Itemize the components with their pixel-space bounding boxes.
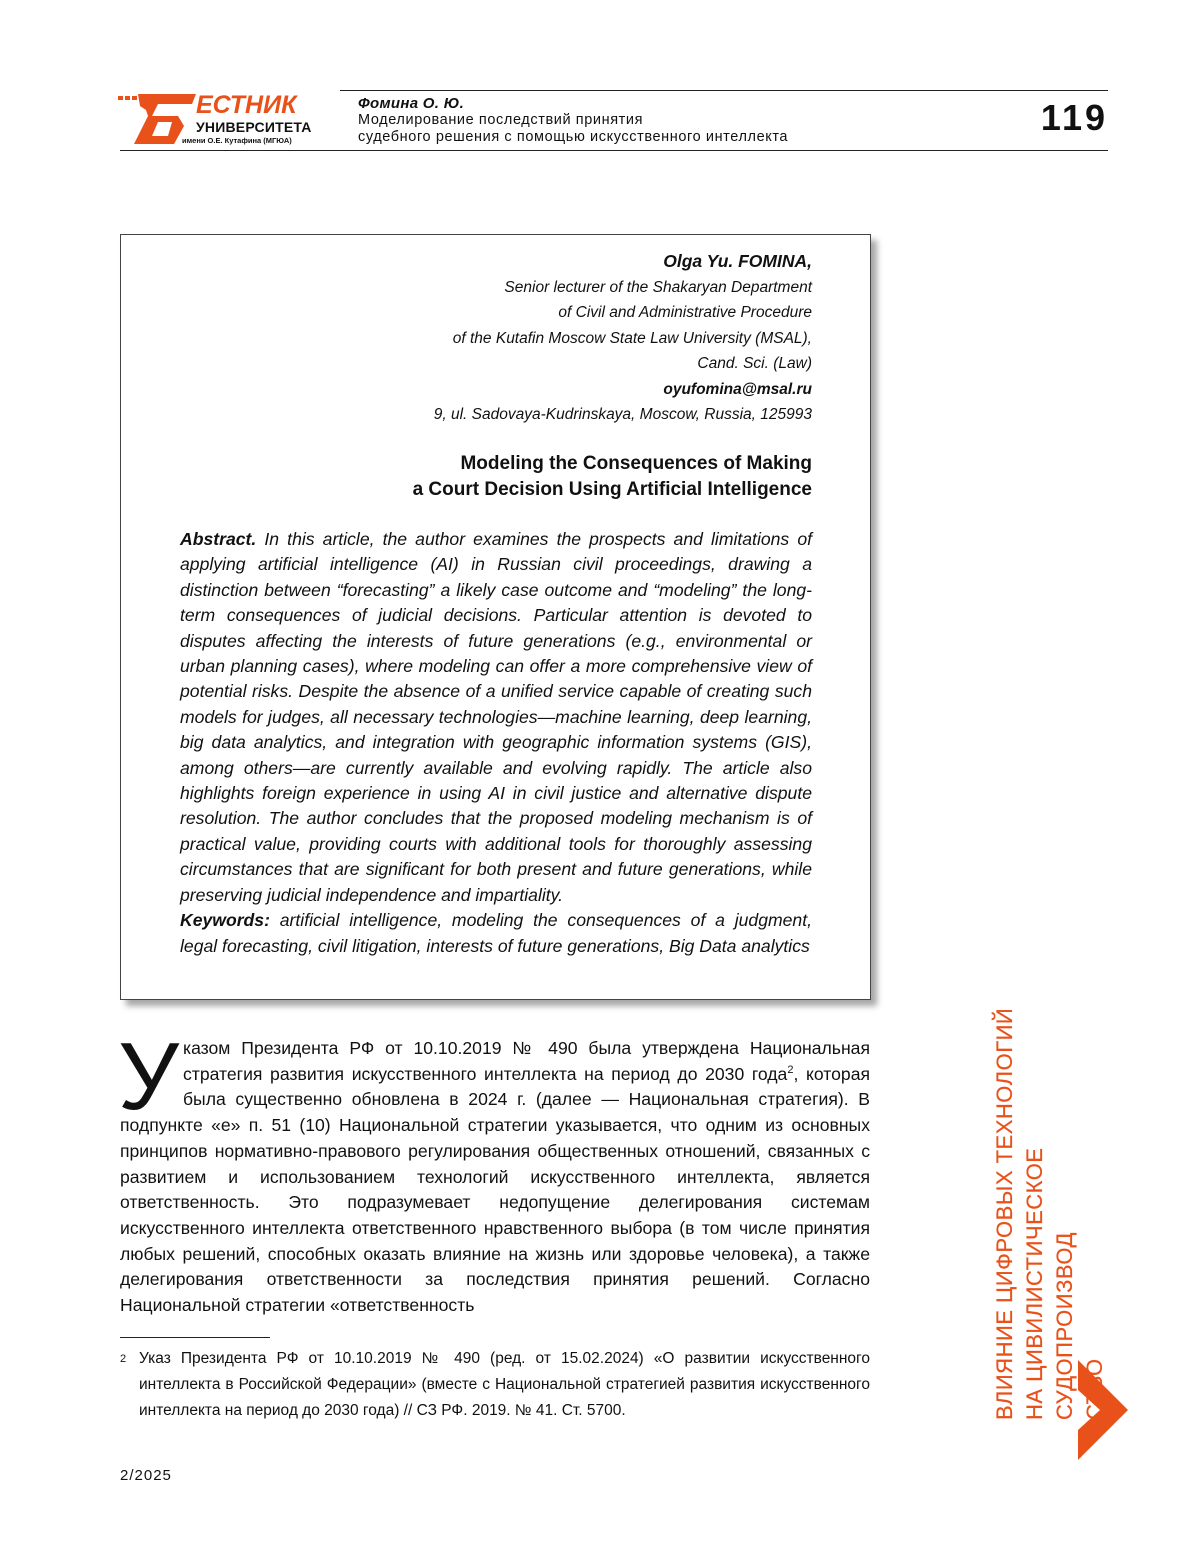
arrow-right-icon	[1070, 1360, 1130, 1460]
body-paragraph	[120, 1036, 870, 1319]
footnote-divider	[120, 1337, 270, 1338]
footnote-mark: 2	[120, 1346, 126, 1372]
keywords-text: artificial intelligence, modeling the consequences of a judg­ment, legal forecasting, civil litigation, interests of future generations, Big Data analytics	[180, 910, 812, 955]
body-text-part: , которая была существенно обновлена в 2024 г. (далее — Национальная стратегия). В подпункте «е» п. 51 (10) Национальной стратегии указывается, что одним из основных принципов нормативно-правового регулирования общественных отношений, связанных с развитием и использованием технологий искусственного интеллекта, является ответственность. Это подразумевает недопущение делегирования системам искусственного интеллекта ответственного нравственного выбора (в том числе принятия любых решений, способных оказать влияние на жизнь или здоровье человека), а также делегирования ответственности за последствия принятия решений. Согласно Национальной стратегии «ответственность	[120, 1064, 870, 1315]
footnote	[120, 1346, 870, 1424]
section-rubric-text: ВЛИЯНИЕ ЦИФРОВЫХ ТЕХНОЛОГИЙ НА ЦИВИЛИСТИЧЕСКОЕ СУДОПРОИЗВОД	[990, 960, 1110, 1420]
logo-university: УНИВЕРСИТЕТА	[196, 120, 312, 135]
drop-cap: У	[118, 1042, 179, 1112]
body-text-part: казом Президента РФ от 10.10.2019 № 490 была утверждена Национальная стратегия развития искусственного интеллекта на период до 2030 года	[183, 1038, 870, 1084]
logo-subtitle: имени О.Е. Кутафина (МГЮА)	[182, 136, 292, 145]
abstract-text	[180, 527, 812, 959]
keywords-label: Keywords:	[180, 910, 270, 930]
page-number: 119	[1041, 98, 1108, 138]
logo-wordmark: ЕСТНИК	[196, 92, 296, 118]
author-degree: Cand. Sci. (Law)	[434, 351, 812, 377]
article-title-line: a Court Decision Using Artificial Intelligence	[413, 477, 812, 503]
author-affiliation-line: of the Kutafin Moscow State Law University (MSAL),	[434, 326, 812, 352]
author-email[interactable]: oyufomina@msal.ru	[434, 377, 812, 403]
author-address: 9, ul. Sadovaya-Kudrinskaya, Moscow, Russia, 125993	[434, 402, 812, 428]
header-rule-top	[340, 90, 1108, 91]
author-affiliation-line: Senior lecturer of the Shakaryan Department	[434, 275, 812, 301]
header-rule-bottom	[120, 150, 1108, 151]
running-head	[358, 95, 978, 146]
author-name: Olga Yu. FOMINA,	[434, 249, 812, 275]
running-head-title: Моделирование последствий принятия судебного решения с помощью искусственного интеллекта	[358, 112, 978, 146]
english-abstract-box	[120, 234, 871, 1000]
running-head-author: Фомина О. Ю.	[358, 95, 978, 112]
section-rubric	[990, 960, 1030, 1420]
footnote-reference[interactable]: 2	[787, 1064, 793, 1076]
issue-number: 2/2025	[120, 1467, 172, 1484]
article-title	[413, 451, 812, 503]
author-affiliation-line: of Civil and Administrative Procedure	[434, 300, 812, 326]
article-title-line: Modeling the Consequences of Making	[413, 451, 812, 477]
abstract-body: In this article, the author examines the prospects and limitations of applying artificial intelligence (AI) in Russian civil proceedings, drawing a distinction between “forecasting” a likely case outcome and “modeling” the long-term consequences of judicial decisions. Particular attention is devoted to disputes affecting the interests of future generations (e.g., environmental or urban planning cases), where modeling can offer a more comprehensive view of potential risks. Despite the absence of a unified service capable of creat­ing such models for judges, all necessary technologies—machine learning, deep learning, big data analytics, and integration with geographic information systems (GIS), among others—are currently available and evolving rapidly. The article also highlights foreign experience in using AI in civil justice and alternative dispute resolution. The author concludes that the proposed model­ing mechanism is of practical value, providing courts with additional tools for thoroughly assessing circumstances that are significant for both present and future generations, while preserving judicial independence and impartiality.	[180, 529, 812, 905]
author-block	[434, 249, 812, 428]
abstract-label: Abstract.	[180, 529, 256, 549]
footnote-text: Указ Президента РФ от 10.10.2019 № 490 (ред. от 15.02.2024) «О развитии искусственного интеллекта в Российской Федерации» (вместе с Национальной стратегией развития искусственного интеллекта на период до 2030 года) // СЗ РФ. 2019. № 41. Ст. 5700.	[120, 1346, 870, 1424]
journal-logo	[118, 92, 323, 148]
